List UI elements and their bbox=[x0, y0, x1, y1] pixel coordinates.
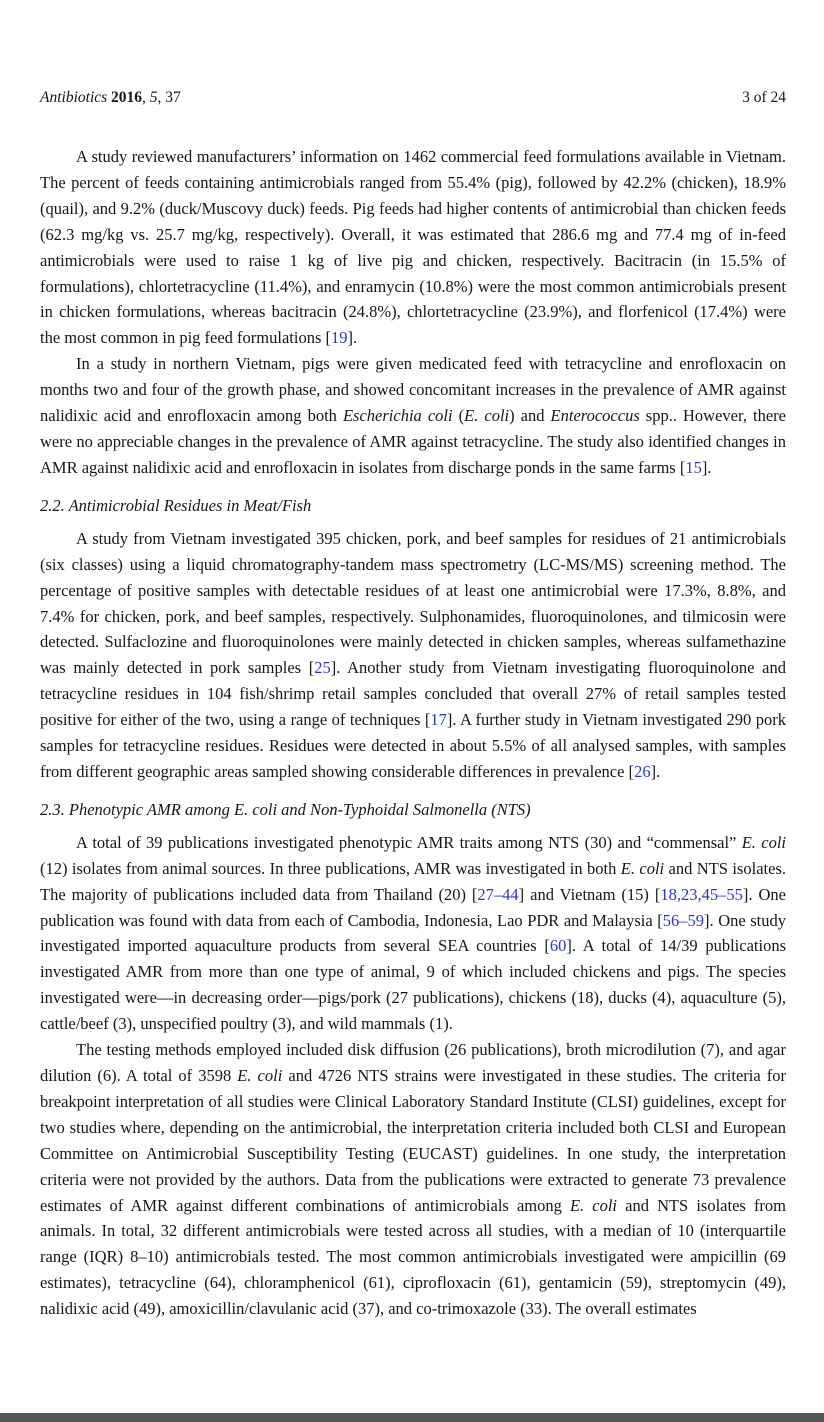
text-run: 5 bbox=[149, 89, 158, 106]
page-header bbox=[40, 88, 786, 108]
text-run: ]. One publication was found with data from each of Cambodia, Indonesia, Lao PDR and Malaysia [ bbox=[40, 884, 786, 930]
text-run: 2.2. Antimicrobial Residues in Meat/Fish bbox=[40, 495, 312, 515]
citation-link[interactable]: 18,23,45–55 bbox=[660, 884, 743, 904]
page-body bbox=[40, 144, 786, 1322]
text-run: ]. bbox=[347, 328, 358, 348]
text-run: ] and Vietnam (15) [ bbox=[518, 884, 661, 904]
text-run: ]. bbox=[650, 761, 661, 781]
text-run: and NTS isolates. The majority of publications included data from Thailand (20) [ bbox=[40, 858, 786, 904]
paragraph bbox=[40, 144, 786, 351]
page-number: 3 of 24 bbox=[742, 89, 786, 106]
journal-citation bbox=[40, 88, 181, 108]
text-run: A study reviewed manufacturers’ information on 1462 commercial feed formulations available in Vietnam. The percent of feeds containing antimicrobials ranged from 55.4% (pig), followed by 42.2% (chicken), 18.9% (quail), and 9.2% (duck/Muscovy duck) feeds. Pig feeds had higher contents of antimicrobial than chicken feeds (62.3 mg/kg vs. 25.7 mg/kg, respectively). Overall, it was estimated that 286.6 mg and 77.4 mg of in-feed antimicrobials were used to raise 1 kg of live pig and chicken, respectively. Bacitracin (in 15.5% of formulations), chlortetracycline (11.4%), and enramycin (10.8%) were the most common antimicrobials present in chicken formulations, whereas bacitracin (24.8%), chlortetracycline (23.9%), and florfenicol (17.4%) were the most common in pig feed formulations [ bbox=[40, 147, 786, 348]
text-run: ]. One study investigated imported aquaculture products from several SEA countries [ bbox=[40, 910, 786, 956]
text-run: (12) isolates from animal sources. In three publications, AMR was investigated in both bbox=[40, 858, 621, 878]
text-run: E. coli bbox=[569, 1195, 618, 1215]
text-run: 2.3. Phenotypic AMR among E. coli and Non-Typhoidal Salmonella (NTS) bbox=[40, 799, 531, 819]
citation-link[interactable]: 17 bbox=[430, 710, 447, 730]
text-run: ) and bbox=[509, 406, 551, 426]
paragraph bbox=[40, 1037, 786, 1322]
text-run: spp.. However, there were no appreciable changes in the prevalence of AMR against tetracycline. The study also identified changes in AMR against nalidixic acid and enrofloxacin in isolates from discharge ponds in the same farms [ bbox=[40, 406, 786, 477]
section-heading bbox=[40, 493, 786, 519]
text-run: ]. A further study in Vietnam investigated 290 pork samples for tetracycline residues. Residues were detected in about 5.5% of all analysed samples, with samples from different geographic areas sampled showing considerable differences in prevalence [ bbox=[40, 710, 787, 781]
text-run: E. coli bbox=[620, 858, 665, 878]
text-run: ]. A total of 14/39 publications investigated AMR from more than one type of animal, 9 of which included chickens and pigs. The species investigated were—in decreasing order—pigs/pork (27 publications), chickens (18), ducks (4), aquaculture (5), cattle/beef (3), unspecified poultry (3), and wild mammals (1). bbox=[40, 936, 786, 1034]
citation-link[interactable]: 56–59 bbox=[662, 910, 705, 930]
paragraph bbox=[40, 351, 786, 481]
text-run: E. coli bbox=[237, 1066, 283, 1085]
text-run: ]. Another study from Vietnam investigating fluoroquinolone and tetracycline residues in 104 fish/shrimp retail samples concluded that overall 27% of retail samples tested positive for either of the two, using a range of techniques [ bbox=[40, 658, 786, 730]
text-run: A study from Vietnam investigated 395 chicken, pork, and beef samples for residues of 21 antimicrobials (six classes) using a liquid chromatography-tandem mass spectrometry (LC-MS/MS) screening method. The percentage of positive samples with detectable residues of at least one antimicrobial were 17.3%, 8.8%, and 7.4% for chicken, pork, and beef samples, respectively. Sulphonamides, fluoroquinolones, and tilmicosin were detected. Sulfaclozine and fluoroquinolones were mainly detected in chicken samples, whereas sulfamethazine was mainly detected in pork samples [ bbox=[40, 528, 786, 678]
text-run: and NTS isolates from animals. In total, 32 different antimicrobials were tested across all studies, with a median of 10 (interquartile range (IQR) 8–10) antimicrobials tested. The most common antimicrobials investigated were ampicillin (69 estimates), tetracycline (64), chloramphenicol (61), ciprofloxacin (61), gentamicin (59), streptomycin (49), nalidixic acid (49), amoxicillin/clavulanic acid (37), and co-trimoxazole (33). The overall estimates bbox=[40, 1195, 787, 1319]
text-run: , bbox=[142, 89, 150, 106]
citation-link[interactable]: 27–44 bbox=[477, 884, 519, 904]
text-run: 2016 bbox=[111, 89, 143, 106]
text-run: Antibiotics bbox=[40, 89, 112, 106]
citation-link[interactable]: 26 bbox=[634, 761, 651, 781]
text-run: Escherichia coli bbox=[342, 406, 453, 426]
paragraph bbox=[40, 830, 786, 1037]
text-run: The testing methods employed included disk diffusion (26 publications), broth microdilution (7), and agar dilution (6). A total of 3598 bbox=[40, 1040, 786, 1085]
citation-link[interactable]: 19 bbox=[331, 328, 348, 348]
text-run: A total of 39 publications investigated phenotypic AMR traits among NTS (30) and “commensal” bbox=[76, 832, 742, 852]
text-run: , 37 bbox=[157, 89, 181, 106]
section-heading bbox=[40, 797, 786, 823]
text-run: and 4726 NTS strains were investigated in these studies. The criteria for breakpoint interpretation of all studies were Clinical Laboratory Standard Institute (CLSI) guidelines, except for two studies where, depending on the antimicrobial, the interpretation criteria included both CLSI and European Committee on Antimicrobial Susceptibility Testing (EUCAST) guidelines. In one study, the interpretation criteria were not provided by the authors. Data from the publications were extracted to generate 73 prevalence estimates of AMR against different combinations of antimicrobials among bbox=[40, 1066, 786, 1215]
viewer-bottom-bar bbox=[0, 1413, 824, 1422]
text-run: ]. bbox=[701, 457, 712, 477]
citation-link[interactable]: 15 bbox=[685, 457, 702, 477]
citation-link[interactable]: 60 bbox=[549, 936, 567, 956]
text-run: E. coli bbox=[741, 832, 786, 852]
text-run: Enterococcus bbox=[550, 406, 640, 426]
text-run: E. coli bbox=[464, 406, 510, 426]
text-run: In a study in northern Vietnam, pigs were given medicated feed with tetracycline and enrofloxacin on months two and four of the growth phase, and showed concomitant increases in the prevalence of AMR against nalidixic acid and enrofloxacin among both bbox=[40, 354, 786, 426]
citation-link[interactable]: 25 bbox=[314, 658, 331, 678]
text-run: ( bbox=[452, 406, 465, 426]
paragraph bbox=[40, 526, 786, 785]
